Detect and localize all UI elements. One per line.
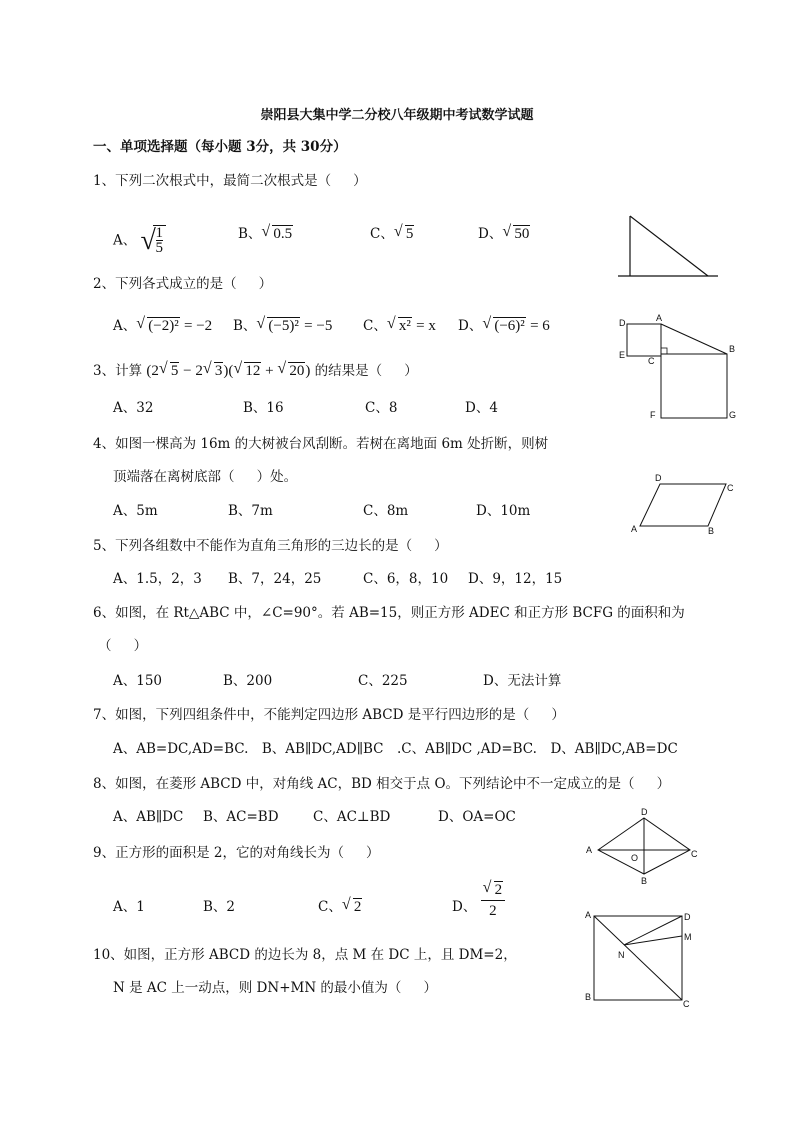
- label-a: A: [631, 524, 638, 534]
- q2-option-c: C、√ x² = x: [363, 317, 436, 335]
- question-10-line2: N 是 AC 上一动点，则 DN+MN 的最小值为（ ）: [113, 980, 438, 996]
- label-a: A: [586, 845, 593, 855]
- square-adec: [627, 324, 661, 356]
- question-6-line2: （ ）: [98, 638, 148, 654]
- square-bcfg: [661, 354, 727, 418]
- figure-square-mn: [580, 908, 700, 1008]
- q9-option-b: B、2: [203, 899, 236, 915]
- question-4-line2: 顶端落在离树底部（ ）处。: [113, 469, 298, 485]
- q9-option-c: C、√ 2: [318, 898, 362, 916]
- q5-option-a: A、1.5，2，3: [113, 571, 202, 587]
- q4-option-b: B、7m: [228, 503, 273, 519]
- question-2-stem: 2、下列各式成立的是（ ）: [93, 276, 273, 292]
- label-d: D: [655, 473, 662, 483]
- label-m: M: [684, 932, 692, 942]
- label-e: E: [619, 350, 626, 360]
- page-title: 崇阳县大集中学二分校八年级期中考试数学试题: [260, 108, 534, 123]
- question-6-line1: 6、如图，在 Rt△ABC 中，∠C=90°。若 AB=15，则正方形 ADEC 和正方形 BCFG 的面积和为: [93, 605, 685, 621]
- q5-option-d: D、9，12，15: [468, 571, 563, 587]
- q1-option-b: B、√ 0.5: [238, 225, 293, 243]
- q2-option-a: A、√ (−2)² = −2: [113, 317, 212, 335]
- q1-option-d: D、√ 50: [478, 225, 530, 243]
- question-3-stem: 3、计算 (2√ 5 − 2√ 3)(√ 12 + √ 20) 的结果是（ ）: [93, 362, 418, 380]
- question-10-line1: 10、如图，正方形 ABCD 的边长为 8，点 M 在 DC 上，且 DM=2，: [93, 947, 517, 963]
- q7-options: A、AB=DC,AD=BC. B、AB∥DC,AD∥BC .C、AB∥DC ,AD=BC. D、AB∥DC,AB=DC: [113, 741, 678, 757]
- label-b: B: [708, 526, 715, 536]
- q4-option-c: C、8m: [363, 503, 409, 519]
- q6-option-d: D、无法计算: [483, 673, 562, 689]
- label-a: A: [656, 313, 663, 323]
- question-9-stem: 9、正方形的面积是 2，它的对角线长为（ ）: [93, 845, 380, 861]
- q8-option-c: C、AC⊥BD: [313, 809, 391, 825]
- q9-option-a: A、1: [113, 899, 145, 915]
- label-d: D: [619, 318, 626, 328]
- label-d: D: [641, 807, 648, 817]
- q3-option-a: A、32: [113, 400, 154, 416]
- q3-option-c: C、8: [365, 400, 398, 416]
- q3-option-d: D、4: [465, 400, 498, 416]
- figure-squares-triangle: [614, 312, 744, 424]
- q2-option-d: D、√ (−6)² = 6: [458, 317, 550, 335]
- label-c: C: [691, 849, 698, 859]
- q2-option-b: B、√ (−5)² = −5: [233, 317, 332, 335]
- q9-option-d: D、 √ $\frac{2}{2}$: [452, 880, 505, 930]
- q8-option-a: A、AB∥DC: [113, 809, 184, 825]
- label-b: B: [641, 876, 648, 886]
- q5-option-b: B、7，24，25: [228, 571, 322, 587]
- question-1-stem: 1、下列二次根式中，最简二次根式是（ ）: [93, 173, 367, 189]
- q4-option-a: A、5m: [113, 503, 158, 519]
- label-c: C: [648, 356, 655, 366]
- hypotenuse-ab: [661, 324, 727, 354]
- q6-option-c: C、225: [358, 673, 408, 689]
- q1-option-a: A、 √ $\frac{1}{5}$: [113, 225, 166, 257]
- question-7-stem: 7、如图，下列四组条件中，不能判定四边形 ABCD 是平行四边形的是（ ）: [93, 707, 565, 723]
- label-o: O: [631, 853, 639, 863]
- label-c: C: [683, 999, 690, 1008]
- label-d: D: [684, 912, 691, 922]
- q4-option-d: D、10m: [476, 503, 531, 519]
- figure-broken-tree: [612, 210, 722, 282]
- question-4-line1: 4、如图一棵高为 16m 的大树被台风刮断。若树在离地面 6m 处折断，则树: [93, 436, 549, 452]
- label-b: B: [585, 992, 592, 1002]
- q1-option-c: C、√ 5: [370, 225, 414, 243]
- q5-option-c: C、6，8，10: [363, 571, 449, 587]
- label-n: N: [618, 950, 625, 960]
- label-b: B: [729, 344, 736, 354]
- broken-top: [630, 216, 708, 276]
- figure-rhombus: [584, 806, 704, 888]
- q6-option-b: B、200: [223, 673, 273, 689]
- figure-parallelogram: [626, 472, 746, 536]
- label-g: G: [729, 410, 737, 420]
- q8-option-b: B、AC=BD: [203, 809, 279, 825]
- question-5-stem: 5、下列各组数中不能作为直角三角形的三边长的是（ ）: [93, 538, 448, 554]
- section-heading: 一、单项选择题（每小题 3分，共 30分）: [93, 139, 347, 155]
- parallelogram-abcd: [640, 484, 726, 526]
- q8-option-d: D、OA=OC: [438, 809, 516, 825]
- question-8-stem: 8、如图，在菱形 ABCD 中，对角线 AC，BD 相交于点 O。下列结论中不一定成立的是（ ）: [93, 776, 671, 792]
- label-c: C: [727, 483, 734, 493]
- q3-option-b: B、16: [243, 400, 284, 416]
- diagonal-ac: [594, 916, 682, 1000]
- q6-option-a: A、150: [113, 673, 163, 689]
- label-f: F: [650, 410, 656, 420]
- label-a: A: [585, 910, 592, 920]
- right-angle-mark: [661, 348, 667, 354]
